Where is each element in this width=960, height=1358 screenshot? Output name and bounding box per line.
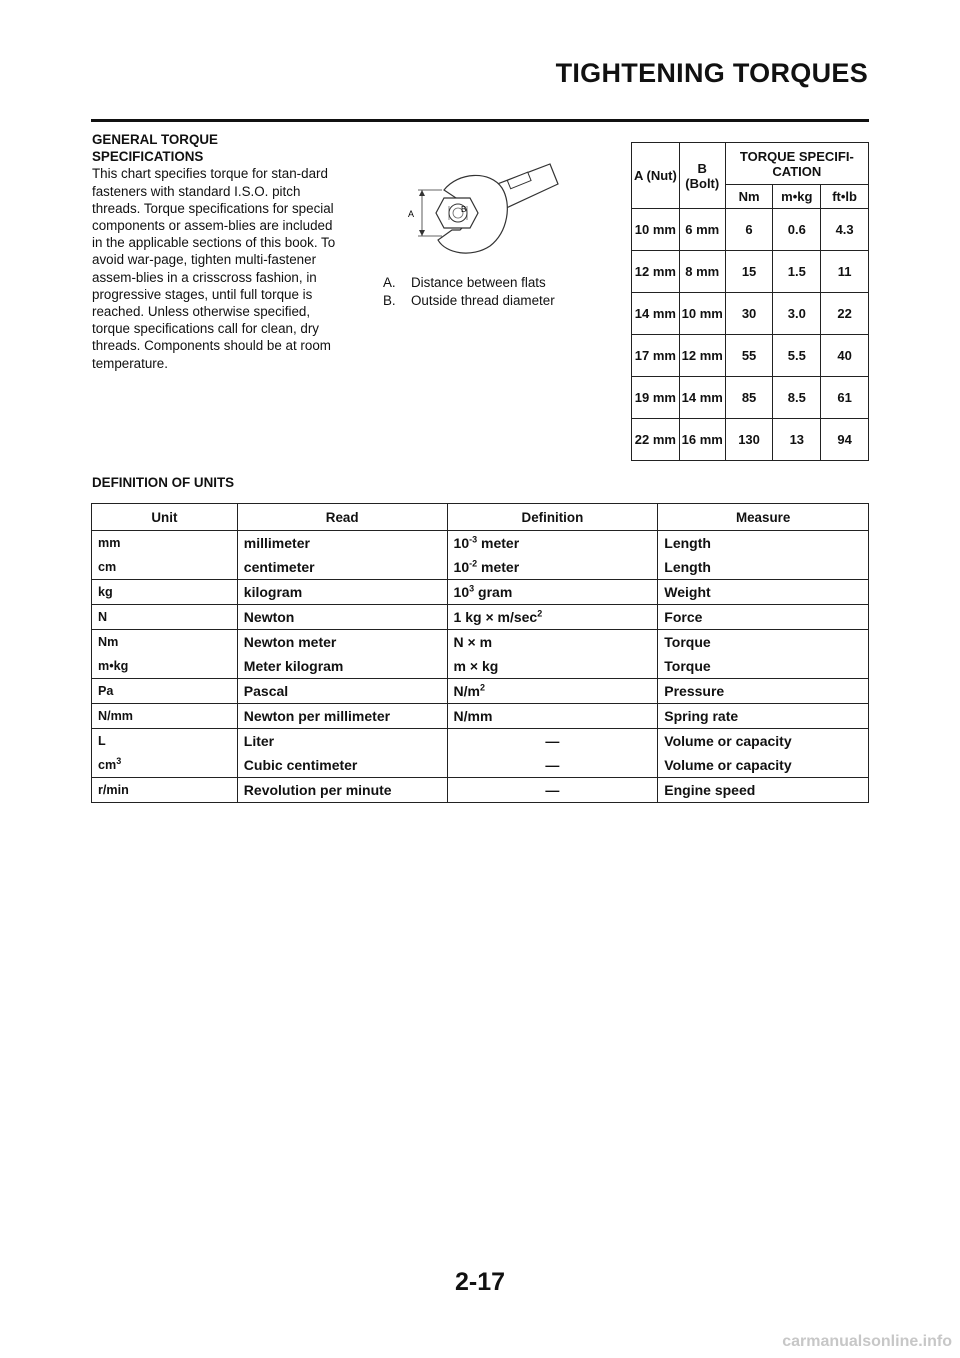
read-cell: Pascal	[237, 679, 447, 704]
read-cell: Meter kilogram	[237, 654, 447, 679]
caption-a: A. Distance between flats	[383, 275, 546, 290]
section-heading: GENERAL TORQUE SPECIFICATIONS	[92, 132, 218, 165]
unit-cell: N	[92, 605, 238, 630]
definition-cell: —	[447, 729, 658, 754]
unit-cell: r/min	[92, 778, 238, 803]
general-torque-section	[92, 131, 342, 372]
table-row	[92, 580, 869, 605]
unit-cell: $cm^3$	[92, 753, 238, 778]
col-header-definition: Definition	[447, 504, 658, 531]
table-row: 19 mm 14 mm 85 8.5 61	[632, 377, 869, 419]
col-header-measure: Measure	[658, 504, 869, 531]
measure-cell: Pressure	[658, 679, 869, 704]
sub-header-nm: Nm	[725, 185, 773, 209]
unit-cell: m•kg	[92, 654, 238, 679]
table-row	[92, 704, 869, 729]
measure-cell: Length	[658, 531, 869, 556]
table-row	[92, 753, 869, 778]
table-row: 14 mm 10 mm 30 3.0 22	[632, 293, 869, 335]
definition-cell: 1 kg × $m/\sec^2$	[447, 605, 658, 630]
read-cell: Newton per millimeter	[237, 704, 447, 729]
label-b: B	[461, 205, 467, 214]
table-row: 12 mm 8 mm 15 1.5 11	[632, 251, 869, 293]
definition-cell: —	[447, 753, 658, 778]
definition-cell: N/mm	[447, 704, 658, 729]
table-row	[92, 605, 869, 630]
unit-cell: cm	[92, 555, 238, 580]
table-row	[92, 778, 869, 803]
definition-cell: $10^3$ gram	[447, 580, 658, 605]
measure-cell: Volume or capacity	[658, 753, 869, 778]
caption-b: B. Outside thread diameter	[383, 292, 555, 308]
units-section-heading: DEFINITION OF UNITS	[92, 475, 235, 490]
units-table	[91, 503, 869, 803]
read-cell: centimeter	[237, 555, 447, 580]
measure-cell: Force	[658, 605, 869, 630]
unit-cell: N/mm	[92, 704, 238, 729]
measure-cell: Volume or capacity	[658, 729, 869, 754]
read-cell: kilogram	[237, 580, 447, 605]
sub-header-mkg: m•kg	[773, 185, 821, 209]
read-cell: Cubic centimeter	[237, 753, 447, 778]
unit-cell: mm	[92, 531, 238, 556]
watermark: carmanualsonline.info	[782, 1333, 952, 1350]
section-body: This chart specifies torque for stan-dard fasteners with standard I.S.O. pitch threads. Torque specifications for special components or assem-blies are included in the applicable sections of this book. To avoid war-page, tighten multi-fastener assem-blies in a crisscross fashion, in progressive stages, until full torque is reached. Unless otherwise specified, torque specifications call for clean, dry threads. Components should be at room temperature.	[92, 166, 336, 371]
table-row: 10 mm 6 mm 6 0.6 4.3	[632, 209, 869, 251]
measure-cell: Weight	[658, 580, 869, 605]
col-header-nut: A (Nut)	[632, 143, 680, 209]
read-cell: millimeter	[237, 531, 447, 556]
unit-cell: kg	[92, 580, 238, 605]
definition-cell: m × kg	[447, 654, 658, 679]
torque-spec-table	[631, 142, 869, 461]
read-cell: Newton	[237, 605, 447, 630]
definition-cell: N × m	[447, 630, 658, 655]
table-row	[92, 555, 869, 580]
label-a: A	[408, 209, 415, 219]
sub-header-ftlb: ft•lb	[821, 185, 869, 209]
read-cell: Newton meter	[237, 630, 447, 655]
wrench-illustration	[380, 158, 600, 278]
col-header-read: Read	[237, 504, 447, 531]
read-cell: Liter	[237, 729, 447, 754]
measure-cell: Engine speed	[658, 778, 869, 803]
table-row: 17 mm 12 mm 55 5.5 40	[632, 335, 869, 377]
table-row	[92, 531, 869, 556]
figure-captions	[383, 274, 555, 309]
measure-cell: Length	[658, 555, 869, 580]
unit-cell: Pa	[92, 679, 238, 704]
table-row	[92, 630, 869, 655]
header-divider	[91, 119, 869, 122]
table-row	[92, 654, 869, 679]
definition-cell: $10^{-3}$ meter	[447, 531, 658, 556]
unit-cell: Nm	[92, 630, 238, 655]
definition-cell: —	[447, 778, 658, 803]
col-header-unit: Unit	[92, 504, 238, 531]
page-title: TIGHTENING TORQUES	[555, 58, 868, 88]
measure-cell: Spring rate	[658, 704, 869, 729]
measure-cell: Torque	[658, 630, 869, 655]
measure-cell: Torque	[658, 654, 869, 679]
read-cell: Revolution per minute	[237, 778, 447, 803]
definition-cell: $10^{-2}$ meter	[447, 555, 658, 580]
page-number: 2-17	[454, 1268, 506, 1296]
col-header-bolt: B (Bolt)	[679, 143, 725, 209]
col-header-torque-spec: TORQUE SPECIFI-CATION	[725, 143, 868, 185]
unit-cell: L	[92, 729, 238, 754]
table-row	[92, 679, 869, 704]
definition-cell: $N/m^2$	[447, 679, 658, 704]
table-row	[92, 729, 869, 754]
table-row: 22 mm 16 mm 130 13 94	[632, 419, 869, 461]
